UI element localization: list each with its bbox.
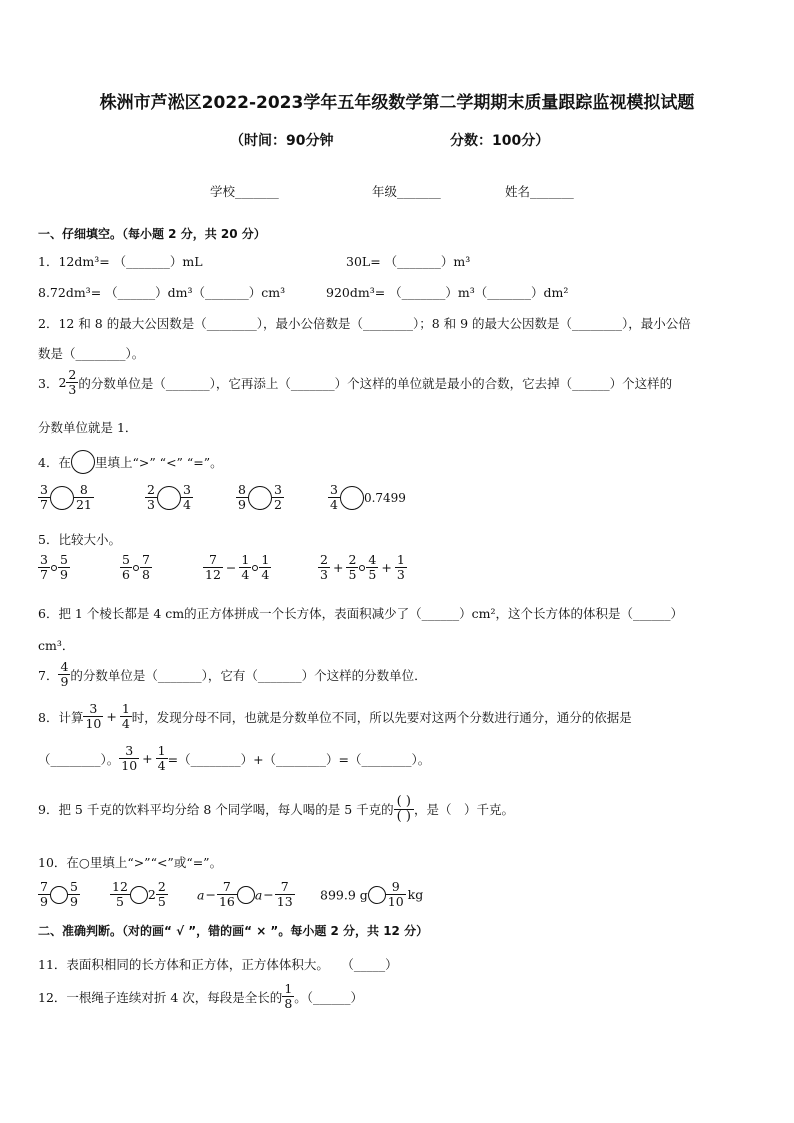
fraction-den: 13 [276,894,293,910]
q8-blank: （________）。 [38,751,120,767]
q9-text-b: ，是（ ）千克。 [413,802,514,818]
q12-num: 1 [284,981,293,996]
answer-circle[interactable] [368,886,386,904]
q9-blank-num[interactable]: ( ) [394,795,414,810]
answer-dot[interactable] [51,565,57,571]
fraction-den: 4 [121,716,130,732]
q4-item-4 [328,483,406,513]
fraction-num: 9 [386,880,406,895]
fraction-den: 4 [261,567,270,583]
q5-item-2 [120,553,152,583]
fraction-num: 5 [69,879,78,894]
q3-fraction [66,368,78,398]
q4-text-a: 4．在 [38,455,71,470]
q5-item-3 [203,553,271,583]
fraction-num: 1 [396,552,405,567]
q9-text-a: 9．把 5 千克的饮料平均分给 8 个同学喝，每人喝的是 5 千克的 [38,802,394,818]
q3-line1 [38,368,672,398]
fraction-num: 2 [348,552,357,567]
fraction-den: 8 [141,567,150,583]
fraction-den: 9 [238,497,246,513]
q1-part-b: 30L= （_______）m³ [346,254,471,269]
plus-sign: + [332,560,344,576]
q8-equation: =（________）+（________）=（________）。 [167,751,431,767]
fraction-num: 3 [40,482,48,497]
q4-item-1 [38,483,94,513]
q3-text: 的分数单位是（_______），它再添上（_______）个这样的单位就是最小的合数，它去掉（______）个这样的 [78,375,673,391]
fraction-num: 3 [273,482,282,497]
q7-number: 7． [38,667,59,683]
q4-text-b: 里填上“>” “<” “=”。 [94,455,223,470]
q10-text: 10．在○里填上“>”“<”或“=”。 [38,855,223,870]
fraction-num: 5 [122,552,130,567]
q9-line [38,795,514,823]
fraction-num: 5 [59,552,68,567]
fraction-den: 9 [69,894,78,910]
q3-line2: 分数单位就是 1． [38,420,138,435]
section1-heading: 一、仔细填空。（每小题 2 分，共 20 分） [38,227,266,241]
fraction-den: 4 [182,497,191,513]
unit-kg: kg [407,887,424,903]
q6-line2: cm³． [38,638,75,653]
fraction-num: 3 [119,744,139,759]
minus-sign: − [205,887,216,903]
fraction-num: 2 [157,879,166,894]
q12-den: 8 [284,996,293,1012]
name-field[interactable]: 姓名_______ [505,184,574,199]
q11-line: 11．表面积相同的长方体和正方体，正方体体积大。 （_____） [38,957,398,972]
q3-den: 3 [68,382,77,398]
answer-dot[interactable] [252,565,258,571]
answer-circle[interactable] [248,486,272,510]
q8-prefix: 8．计算 [38,709,84,725]
fraction-den: 4 [330,497,338,513]
q12-text-a: 12．一根绳子连续对折 4 次，每段是全长的 [38,989,283,1005]
q5-text: 5．比较大小。 [38,532,121,547]
q1-part-c: 8.72dm³= （______）dm³（_______）cm³ [38,285,286,300]
answer-dot[interactable] [359,565,365,571]
variable-a: a [197,887,205,903]
fraction-num: 7 [40,879,48,894]
q9-blank-den[interactable]: ( ) [396,808,411,824]
school-field[interactable]: 学校_______ [210,184,279,199]
mixed-int: 2 [147,887,156,903]
fraction-num: 1 [241,552,250,567]
q10-item-1 [38,880,80,910]
q8-text: 时，发现分母不同，也就是分数单位不同，所以先要对这两个分数进行通分，通分的依据是 [131,709,632,725]
q4-line [38,450,223,474]
fraction-den: 7 [40,497,48,513]
fraction-den: 5 [348,567,357,583]
q2-line1: 2．12 和 8 的最大公因数是（________），最小公倍数是（________）；8 和 9 的最大公因数是（________），最小公倍 [38,316,691,331]
q12-line [38,982,363,1012]
fraction-num: 12 [112,879,128,894]
q7-den: 9 [60,674,69,690]
q1-part-a: 1．12dm³= （_______）mL [38,254,203,269]
q2-line2: 数是（________）。 [38,346,145,361]
minus-sign: − [225,560,237,576]
plus-sign: + [381,560,392,576]
answer-circle[interactable] [130,886,148,904]
q8-line2 [38,744,430,774]
q4-item-3 [236,483,284,513]
answer-circle[interactable] [50,886,68,904]
fraction-num: 2 [320,552,328,567]
fraction-den: 4 [157,758,166,774]
q7-text: 的分数单位是（_______），它有（_______）个这样的分数单位． [70,667,427,683]
fraction-num: 3 [83,702,103,717]
fraction-num: 7 [275,880,295,895]
exam-time: （时间：90分钟 [230,133,334,149]
q6-line1: 6．把 1 个棱长都是 4 cm的正方体拼成一个长方体，表面积减少了（______）cm²，这个长方体的体积是（______） [38,606,683,621]
section2-heading: 二、准确判断。（对的画“ √ ”，错的画“ × ”。每小题 2 分，共 12 分） [38,924,429,938]
fraction-den: 3 [147,497,155,513]
fraction-den: 3 [320,567,328,583]
q1-part-d: 920dm³= （_______）m³（_______）dm² [326,285,569,300]
fraction-num: 1 [261,552,270,567]
fraction-num: 1 [121,701,130,716]
fraction-num: 1 [157,743,166,758]
fraction-num: 7 [141,552,150,567]
q10-item-4 [320,880,423,910]
q5-item-4 [318,553,407,583]
answer-circle[interactable] [50,486,74,510]
fraction-den: 10 [387,894,404,910]
q7-num: 4 [60,659,69,674]
q7-line [38,660,427,690]
q3-number: 3． [38,375,59,391]
fraction-den: 10 [85,716,102,732]
fraction-den: 5 [157,894,166,910]
plus-sign: + [106,709,117,725]
fraction-num: 2 [147,482,155,497]
q3-mixed-int: 2 [58,375,67,391]
grade-field[interactable]: 年级_______ [372,184,441,199]
fraction-den: 4 [241,567,250,583]
q3-num: 2 [68,367,77,382]
fraction-num: 7 [203,553,223,568]
answer-circle[interactable] [237,886,255,904]
page-title: 株洲市芦淞区2022-2023学年五年级数学第二学期期末质量跟踪监视模拟试题 [99,93,695,113]
fraction-den: 5 [368,567,377,583]
q12-text-b: 。（______） [294,989,364,1005]
fraction-num: 4 [368,552,377,567]
fraction-den: 9 [59,567,68,583]
answer-circle[interactable] [340,486,364,510]
fraction-den: 10 [121,758,138,774]
variable-a: a [254,887,263,903]
fraction-den: 3 [396,567,405,583]
decimal-value: 0.7499 [363,490,406,505]
weight-value: 899.9 g [320,887,368,903]
q10-item-2 [110,880,168,910]
compare-circle-icon [71,450,95,474]
exam-score: 分数：100分） [450,133,550,149]
q8-line1 [38,702,632,732]
fraction-den: 5 [115,894,124,910]
fraction-den: 7 [40,567,48,583]
fraction-den: 21 [75,497,92,513]
fraction-num: 8 [74,483,94,498]
fraction-den: 9 [40,894,48,910]
fraction-den: 12 [205,567,221,583]
fraction-den: 2 [273,497,282,513]
fraction-den: 16 [218,894,235,910]
fraction-num: 8 [238,482,246,497]
answer-circle[interactable] [157,486,181,510]
fraction-den: 6 [122,567,130,583]
fraction-num: 3 [330,482,338,497]
answer-dot[interactable] [133,565,139,571]
minus-sign: − [263,887,274,903]
plus-sign: + [142,751,153,767]
q4-item-2 [145,483,193,513]
fraction-num: 7 [217,880,237,895]
q10-item-3 [197,880,295,910]
q5-item-1 [38,553,70,583]
fraction-num: 3 [182,482,191,497]
fraction-num: 3 [40,552,48,567]
